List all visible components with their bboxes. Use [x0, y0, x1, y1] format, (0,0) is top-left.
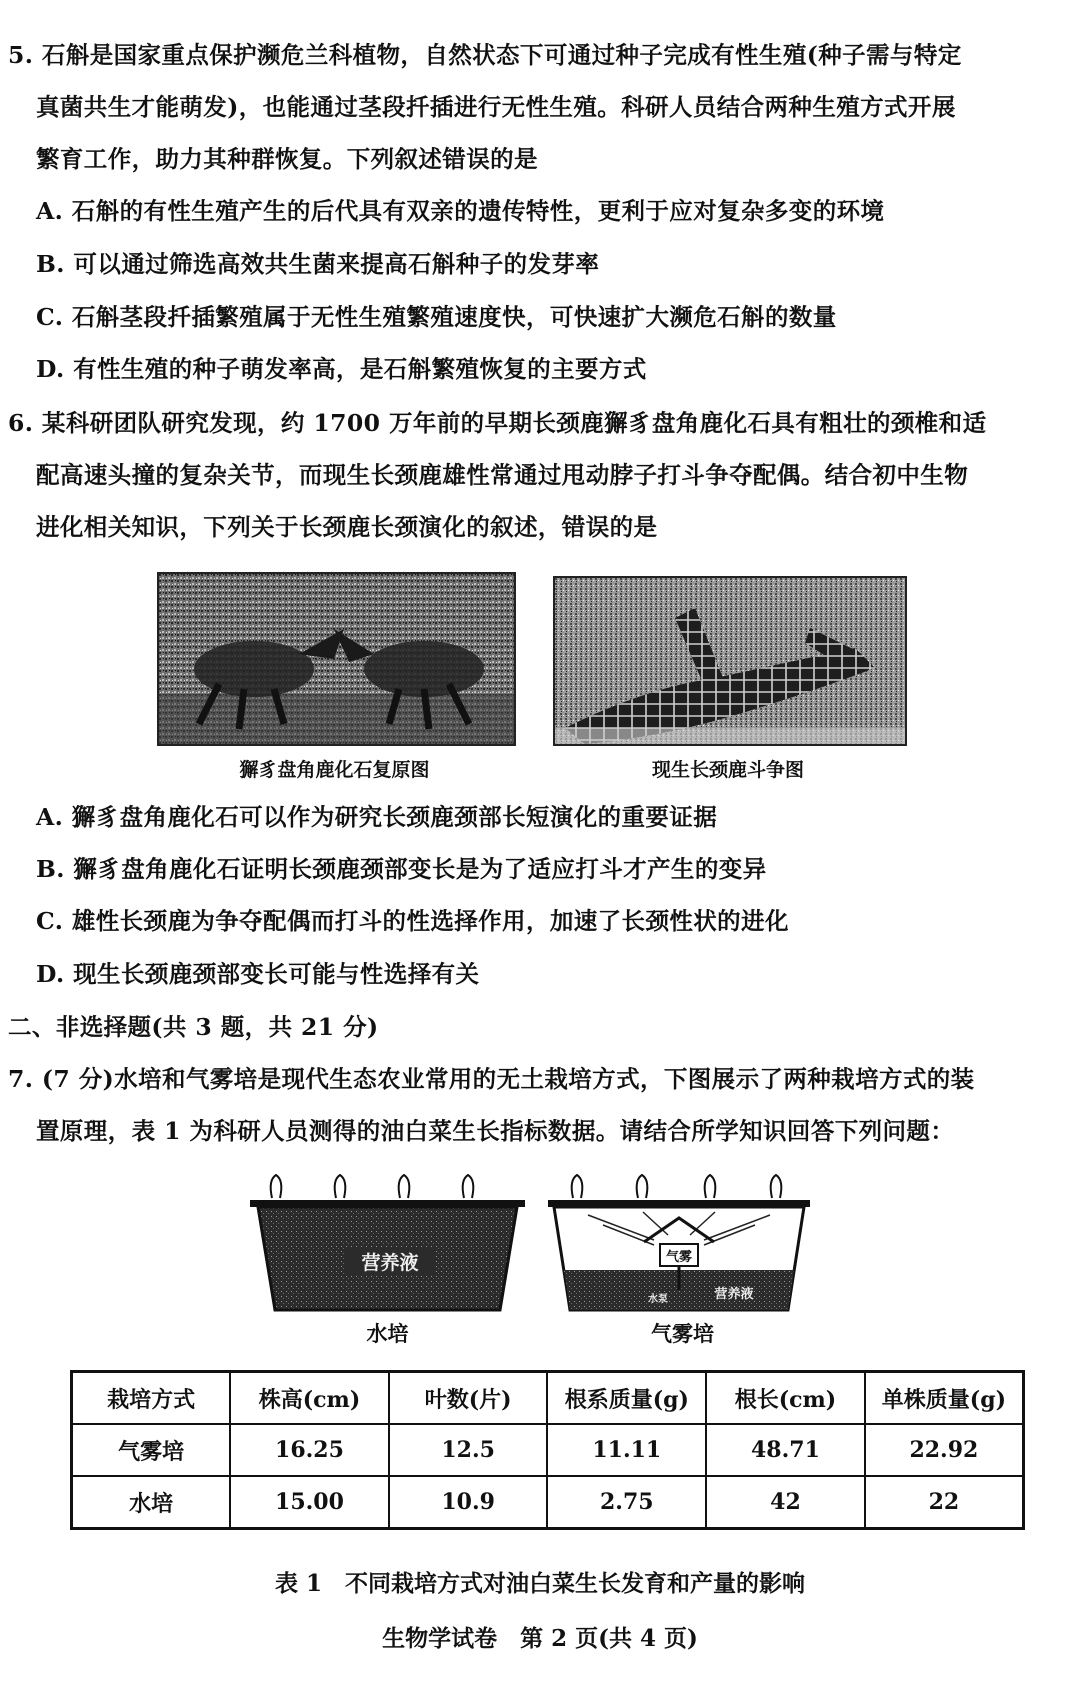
table-header-row [72, 1372, 1024, 1425]
q6-stem-line-1: 6. 某科研团队研究发现，约 1700 万年前的早期长颈鹿獬豸盘角鹿化石具有粗壮的颈椎和适 [8, 409, 987, 437]
fossil-reconstruction-image [157, 572, 516, 746]
q6-option-b: B. 獬豸盘角鹿化石证明长颈鹿颈部变长是为了适应打斗才产生的变异 [36, 855, 767, 883]
section-2-heading: 二、非选择题(共 3 题，共 21 分) [8, 1013, 379, 1041]
q5-option-b: B. 可以通过筛选高效共生菌来提高石斛种子的发芽率 [36, 250, 600, 278]
hydroponics-caption: 水培 [366, 1321, 409, 1346]
table-cell: 12.5 [389, 1424, 548, 1476]
table-header-cell: 根长(cm) [706, 1372, 865, 1425]
table-cell: 16.25 [230, 1424, 389, 1476]
q5-option-d: D. 有性生殖的种子萌发率高，是石斛繁殖恢复的主要方式 [36, 355, 647, 383]
aeroponics-mist-label: 气雾 [665, 1250, 693, 1265]
table-header-cell: 栽培方式 [72, 1372, 231, 1425]
aeroponics-pump-label: 水泵 [648, 1294, 668, 1305]
table-row [72, 1424, 1024, 1476]
hydroponics-liquid-label: 营养液 [361, 1252, 419, 1274]
table-cell: 48.71 [706, 1424, 865, 1476]
aeroponics-liquid-label: 营养液 [714, 1287, 754, 1302]
table-header-cell: 叶数(片) [389, 1372, 548, 1425]
giraffe-fighting-image [553, 576, 907, 746]
table-cell: 2.75 [547, 1476, 706, 1529]
table-cell: 15.00 [230, 1476, 389, 1529]
table-row [72, 1476, 1024, 1529]
q6-option-a: A. 獬豸盘角鹿化石可以作为研究长颈鹿颈部长短演化的重要证据 [36, 803, 718, 831]
aeroponics-caption: 气雾培 [651, 1321, 714, 1346]
q7-stem-line-2: 置原理，表 1 为科研人员测得的油白菜生长指标数据。请结合所学知识回答下列问题： [36, 1117, 955, 1145]
q5-option-c: C. 石斛茎段扦插繁殖属于无性生殖繁殖速度快，可快速扩大濒危石斛的数量 [36, 303, 837, 331]
table-header-cell: 株高(cm) [230, 1372, 389, 1425]
q5-stem-line-3: 繁育工作，助力其种群恢复。下列叙述错误的是 [36, 145, 538, 173]
table-header-cell: 根系质量(g) [547, 1372, 706, 1425]
hydroponics-device-diagram [250, 1170, 525, 1315]
page-footer: 生物学试卷 第 2 页(共 4 页) [382, 1625, 698, 1652]
table-header-cell: 单株质量(g) [865, 1372, 1024, 1425]
growth-data-table [70, 1370, 1025, 1530]
table-cell: 水培 [72, 1476, 231, 1529]
giraffe-figure-caption: 现生长颈鹿斗争图 [651, 759, 804, 781]
table-cell: 22.92 [865, 1424, 1024, 1476]
fossil-figure-caption: 獬豸盘角鹿化石复原图 [239, 759, 430, 781]
aeroponics-device-diagram [548, 1170, 810, 1315]
table-caption: 表 1 不同栽培方式对油白菜生长发育和产量的影响 [274, 1570, 805, 1597]
q7-stem-line-1: 7. (7 分)水培和气雾培是现代生态农业常用的无土栽培方式，下图展示了两种栽培方式的装 [8, 1065, 975, 1093]
table-cell: 10.9 [389, 1476, 548, 1529]
q5-stem-line-1: 5. 石斛是国家重点保护濒危兰科植物，自然状态下可通过种子完成有性生殖(种子需与特定 [8, 41, 962, 69]
q6-stem-line-3: 进化相关知识，下列关于长颈鹿长颈演化的叙述，错误的是 [36, 513, 658, 541]
q6-option-c: C. 雄性长颈鹿为争夺配偶而打斗的性选择作用，加速了长颈性状的进化 [36, 907, 789, 935]
q5-option-a: A. 石斛的有性生殖产生的后代具有双亲的遗传特性，更利于应对复杂多变的环境 [36, 197, 885, 225]
q6-stem-line-2: 配高速头撞的复杂关节，而现生长颈鹿雄性常通过甩动脖子打斗争夺配偶。结合初中生物 [36, 461, 969, 489]
table-cell: 11.11 [547, 1424, 706, 1476]
table-cell: 22 [865, 1476, 1024, 1529]
q5-stem-line-2: 真菌共生才能萌发)，也能通过茎段扦插进行无性生殖。科研人员结合两种生殖方式开展 [36, 93, 956, 121]
table-cell: 气雾培 [72, 1424, 231, 1476]
table-cell: 42 [706, 1476, 865, 1529]
q6-option-d: D. 现生长颈鹿颈部变长可能与性选择有关 [36, 960, 480, 988]
